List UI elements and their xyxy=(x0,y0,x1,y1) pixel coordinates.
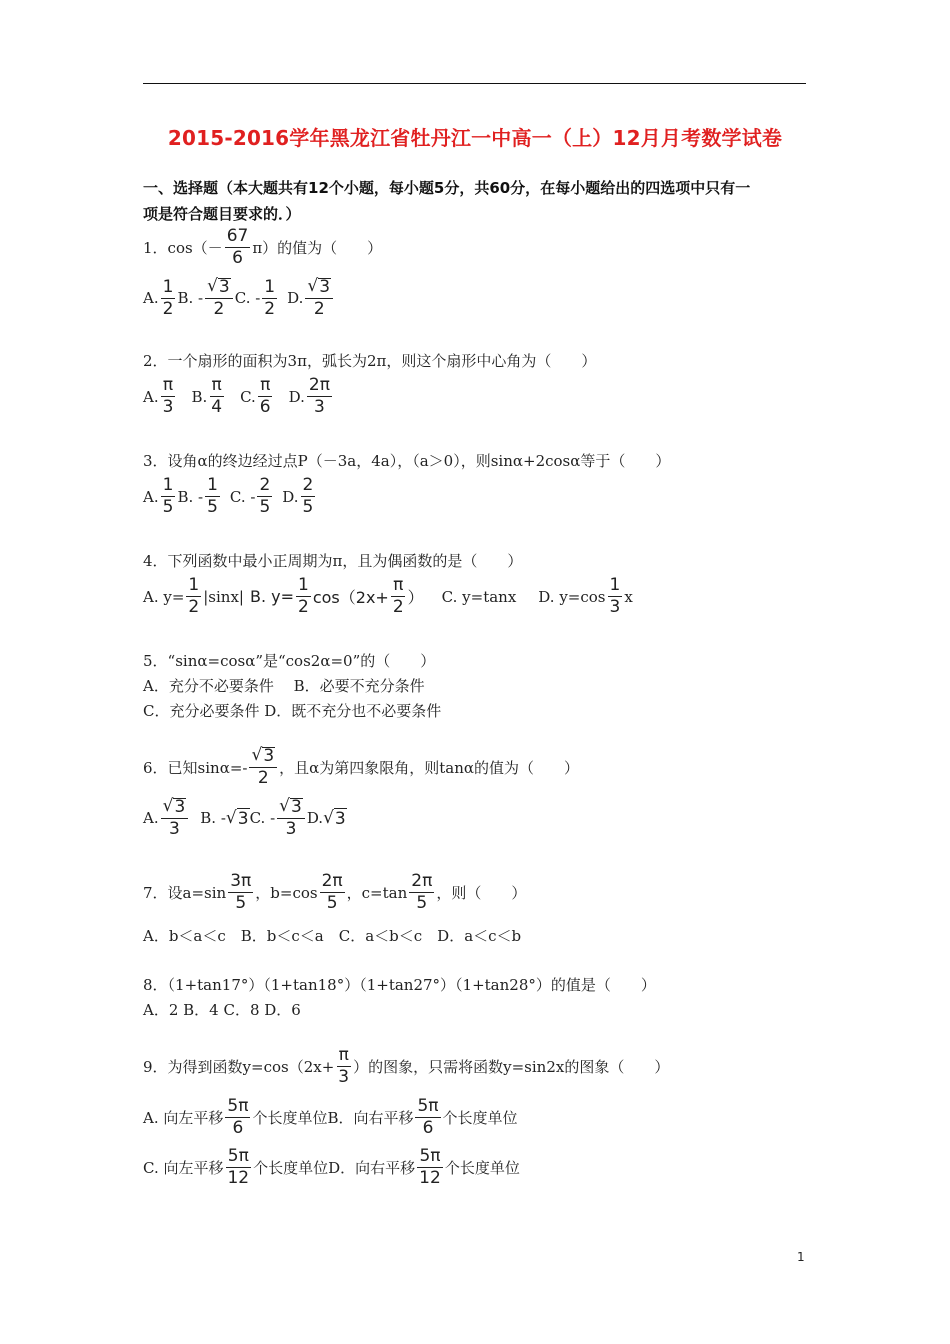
q8-options: A．2 B．4 C．8 D．6 xyxy=(143,1001,301,1019)
q7-stem: 7．设a=sin $\frac{3\pi}{5}$ ，b=cos $\frac{2\pi}{5}$ ，c=tan $\frac{2\pi}{5}$ ，则（ ） xyxy=(143,871,527,913)
q2-options: A. $\frac{\pi}{3}$ B. $\frac{\pi}{4}$ C. $\frac{\pi}{6}$ D. $\frac{2\pi}{3}$ xyxy=(143,375,330,417)
q5-stem: 5．“sinα=cosα”是“cos2α=0”的（ ） xyxy=(143,652,436,670)
section-heading: 一、选择题（本大题共有12个小题，每小题5分，共60分，在每小题给出的四选项中只有一 项是符合题目要求的．） xyxy=(143,179,751,223)
q5-options-1: A．充分不必要条件 B．必要不充分条件 xyxy=(143,677,425,695)
q1-options: A. $\frac{1}{2}$ B. - √ 3 2 C. - $\frac{1}{2}$ D. √ 3 2 xyxy=(143,278,335,318)
q1-stem: 1．cos（－ $\frac{67}{6}$ π）的值为（ ） xyxy=(143,226,383,268)
q8-stem: 8．（1+tan17°）（1+tan18°）（1+tan27°）（1+tan28°）的值是（ ） xyxy=(143,976,656,994)
q9-stem: 9．为得到函数y=cos（2x+ $\frac{\pi}{3}$ ）的图象，只需将函数y=sin2x的图象（ ） xyxy=(143,1045,670,1087)
q4-options: A. y= $\frac{1}{2}$ |sinx| B. y= $\frac{1}{2}$ cos（2x+ $\frac{\pi}{2}$ ） C. y=tanx D. y=cos $\frac{1}{3}$ x xyxy=(143,575,633,617)
q5-options-2: C．充分必要条件 D．既不充分也不必要条件 xyxy=(143,702,442,720)
page-number: 1 xyxy=(797,1250,805,1264)
q3-stem: 3．设角α的终边经过点P（－3a，4a），（a＞0），则sinα+2cosα等于（ ） xyxy=(143,452,671,470)
q3-options: A. $\frac{1}{5}$ B. - $\frac{1}{5}$ C. - $\frac{2}{5}$ D. $\frac{2}{5}$ xyxy=(143,475,314,517)
q9-options-ab: A. 向左平移 $\frac{5\pi}{6}$ 个长度单位 B．向右平移 $\frac{5\pi}{6}$ 个长度单位 xyxy=(143,1096,518,1138)
header-rule xyxy=(143,83,806,84)
q4-stem: 4．下列函数中最小正周期为π，且为偶函数的是（ ） xyxy=(143,552,523,570)
q7-options: A．b＜a＜c B．b＜c＜a C．a＜b＜c D．a＜c＜b xyxy=(143,927,522,945)
q6-options: A. √ 3 3 B. - √ 3 C. - √ 3 3 D. √ 3 xyxy=(143,796,346,839)
q2-stem: 2．一个扇形的面积为3π，弧长为2π，则这个扇形中心角为（ ） xyxy=(143,352,597,370)
page-title: 2015-2016学年黑龙江省牡丹江一中高一（上）12月月考数学试卷 xyxy=(167,126,783,150)
q9-options-cd: C. 向左平移 $\frac{5\pi}{12}$ 个长度单位 D．向右平移 $\frac{5\pi}{12}$ 个长度单位 xyxy=(143,1146,520,1188)
q6-stem: 6．已知sinα=- √ 3 2 ，且α为第四象限角，则tanα的值为（ ） xyxy=(143,745,580,788)
